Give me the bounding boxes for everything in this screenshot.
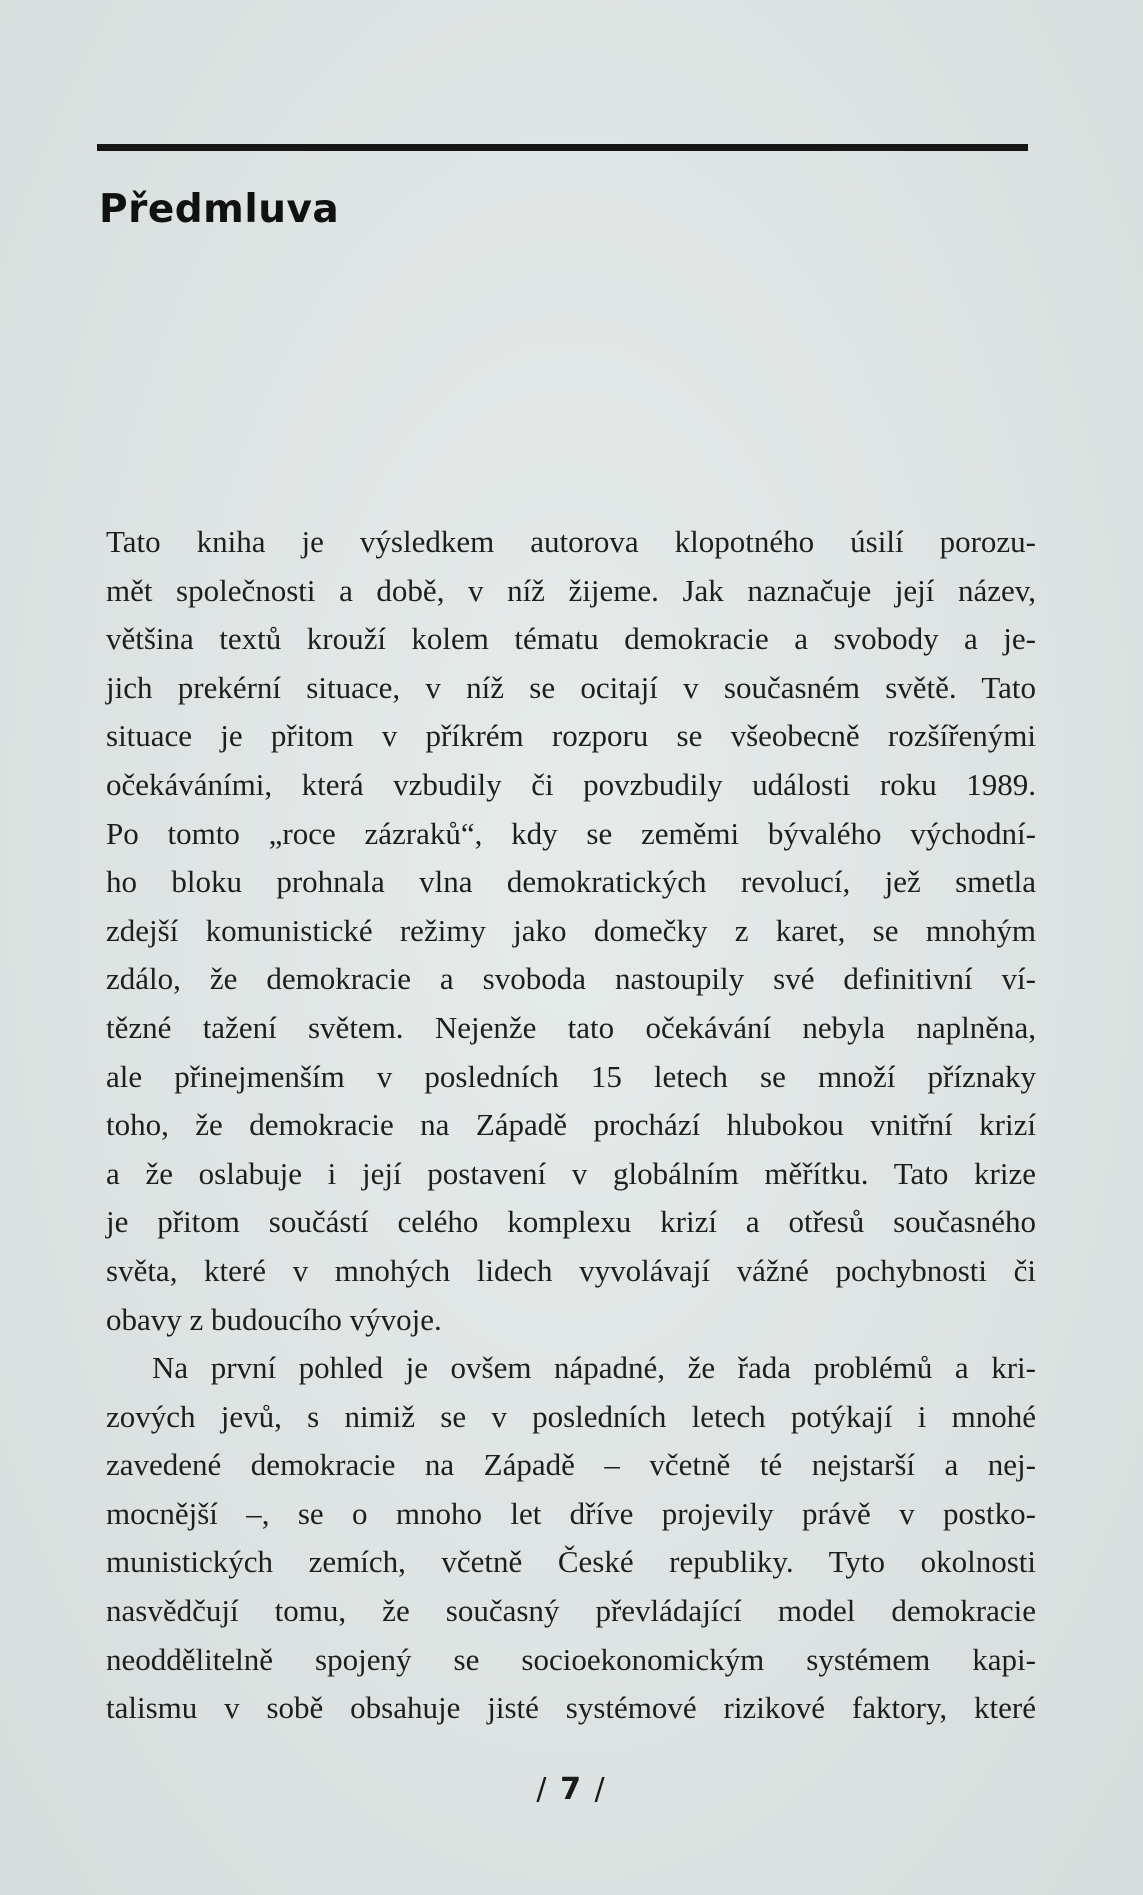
text-line: neoddělitelně spojený se socioekonomickým systémem kapi- <box>106 1641 1036 1677</box>
text-line: situace je přitom v příkrém rozporu se všeobecně rozšířenými <box>106 718 1036 754</box>
text-line: ho bloku prohnala vlna demokratických revolucí, jež smetla <box>106 864 1036 900</box>
text-line: světa, které v mnohých lidech vyvolávají vážné pochybnosti či <box>106 1252 1036 1288</box>
text-line: obavy z budoucího vývoje. <box>106 1301 442 1337</box>
text-line: Na první pohled je ovšem nápadné, že řada problémů a kri- <box>152 1350 1036 1386</box>
text-line: zdejší komunistické režimy jako domečky z karet, se mnohým <box>106 912 1036 948</box>
text-line: mět společnosti a době, v níž žijeme. Jak naznačuje její název, <box>106 572 1036 608</box>
page-number-value: 7 <box>560 1772 583 1807</box>
text-line: zdálo, že demokracie a svoboda nastoupily své definitivní ví- <box>106 961 1036 997</box>
chapter-title: Předmluva <box>99 187 340 232</box>
text-line: jich prekérní situace, v níž se ocitají v současném světě. Tato <box>106 669 1036 705</box>
paragraph-1 <box>106 518 1036 1344</box>
chapter-top-rule <box>97 144 1028 151</box>
paragraph-2 <box>106 1344 1036 1733</box>
text-line: Po tomto „roce zázraků“, kdy se zeměmi bývalého východní- <box>106 815 1036 851</box>
text-line: zavedené demokracie na Západě – včetně té nejstarší a nej- <box>106 1447 1036 1483</box>
text-line: munistických zemích, včetně České republiky. Tyto okolnosti <box>106 1544 1036 1580</box>
page-number <box>0 1772 1143 1807</box>
text-line: a že oslabuje i její postavení v globálním měřítku. Tato krize <box>106 1155 1036 1191</box>
text-line: toho, že demokracie na Západě prochází hlubokou vnitřní krizí <box>106 1107 1036 1143</box>
text-line: většina textů krouží kolem tématu demokracie a svobody a je- <box>106 621 1036 657</box>
body-text <box>106 518 1036 1733</box>
text-line: zových jevů, s nimiž se v posledních letech potýkají i mnohé <box>106 1398 1036 1434</box>
text-line: nasvědčují tomu, že současný převládající model demokracie <box>106 1593 1036 1629</box>
text-line: talismu v sobě obsahuje jisté systémové rizikové faktory, které <box>106 1690 1036 1726</box>
text-line: ale přinejmenším v posledních 15 letech se množí příznaky <box>106 1058 1036 1094</box>
folio-right-slash: / <box>594 1772 607 1807</box>
text-line: Tato kniha je výsledkem autorova klopotného úsilí porozu- <box>106 524 1036 559</box>
text-line: očekáváními, která vzbudily či povzbudily události roku 1989. <box>106 766 1036 802</box>
folio-left-slash: / <box>536 1772 549 1807</box>
text-line: tězné tažení světem. Nejenže tato očekávání nebyla naplněna, <box>106 1009 1036 1045</box>
text-line: mocnější –, se o mnoho let dříve projevily právě v postko- <box>106 1495 1036 1531</box>
text-line: je přitom součástí celého komplexu krizí a otřesů současného <box>106 1204 1036 1240</box>
